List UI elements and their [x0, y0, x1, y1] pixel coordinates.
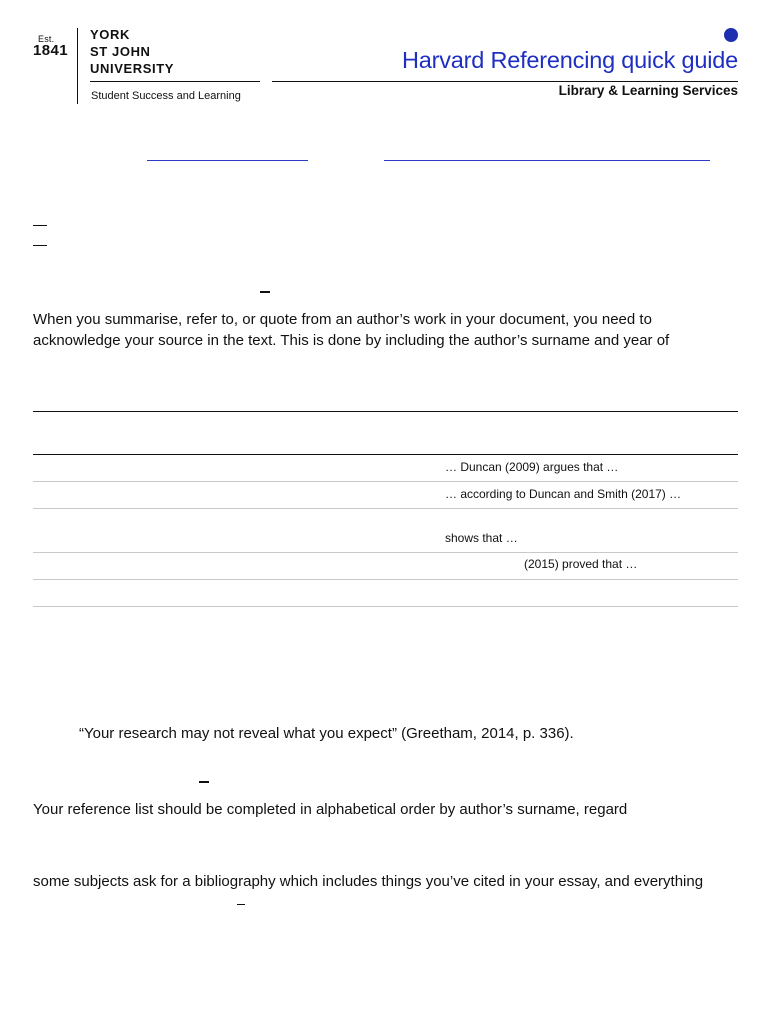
bibliography-line: some subjects ask for a bibliography which includes things you’ve cited in your essay, and everything	[33, 873, 704, 890]
hyperlink-underline-1[interactable]	[147, 160, 308, 161]
page-title: Harvard Referencing quick guide	[401, 47, 738, 73]
table-row-rule	[33, 508, 738, 509]
table-cell-example: (2015) proved that …	[524, 557, 638, 571]
dash-mark	[33, 225, 47, 226]
table-cell-example: shows that …	[445, 531, 518, 545]
logo-line-york: YORK	[90, 27, 130, 42]
table-row-rule	[33, 579, 738, 580]
dash-mark	[260, 291, 270, 293]
title-rule	[272, 81, 738, 82]
logo-line-st-john: ST JOHN	[90, 44, 151, 59]
hyperlink-underline-2[interactable]	[384, 160, 710, 161]
table-row-rule	[33, 481, 738, 482]
dash-mark	[33, 245, 47, 246]
service-name: Library & Learning Services	[558, 83, 738, 98]
brand-dot-icon	[724, 28, 738, 42]
logo-est-year: 1841	[33, 42, 68, 59]
department-subtitle: Student Success and Learning	[91, 90, 241, 102]
logo-divider	[77, 28, 78, 104]
table-top-rule	[33, 411, 738, 412]
university-logo-wordmark	[90, 26, 174, 77]
intro-line-1: When you summarise, refer to, or quote from an author’s work in your document, you need to	[33, 311, 652, 328]
quote-example: “Your research may not reveal what you expect” (Greetham, 2014, p. 336).	[79, 725, 574, 742]
reference-list-line: Your reference list should be completed in alphabetical order by author’s surname, regard	[33, 801, 628, 818]
table-header-rule	[33, 454, 738, 455]
dash-mark	[237, 904, 245, 905]
logo-line-university: UNIVERSITY	[90, 61, 175, 76]
intro-line-2: acknowledge your source in the text. This is done by including the author’s surname and year of	[33, 332, 670, 349]
dash-mark	[199, 781, 209, 783]
logo-underline	[90, 81, 260, 82]
table-cell-example: … according to Duncan and Smith (2017) …	[445, 487, 682, 501]
table-row-rule	[33, 606, 738, 607]
table-cell-example: … Duncan (2009) argues that …	[445, 460, 619, 474]
logo-est-label: Est.	[38, 34, 55, 44]
table-row-rule	[33, 552, 738, 553]
